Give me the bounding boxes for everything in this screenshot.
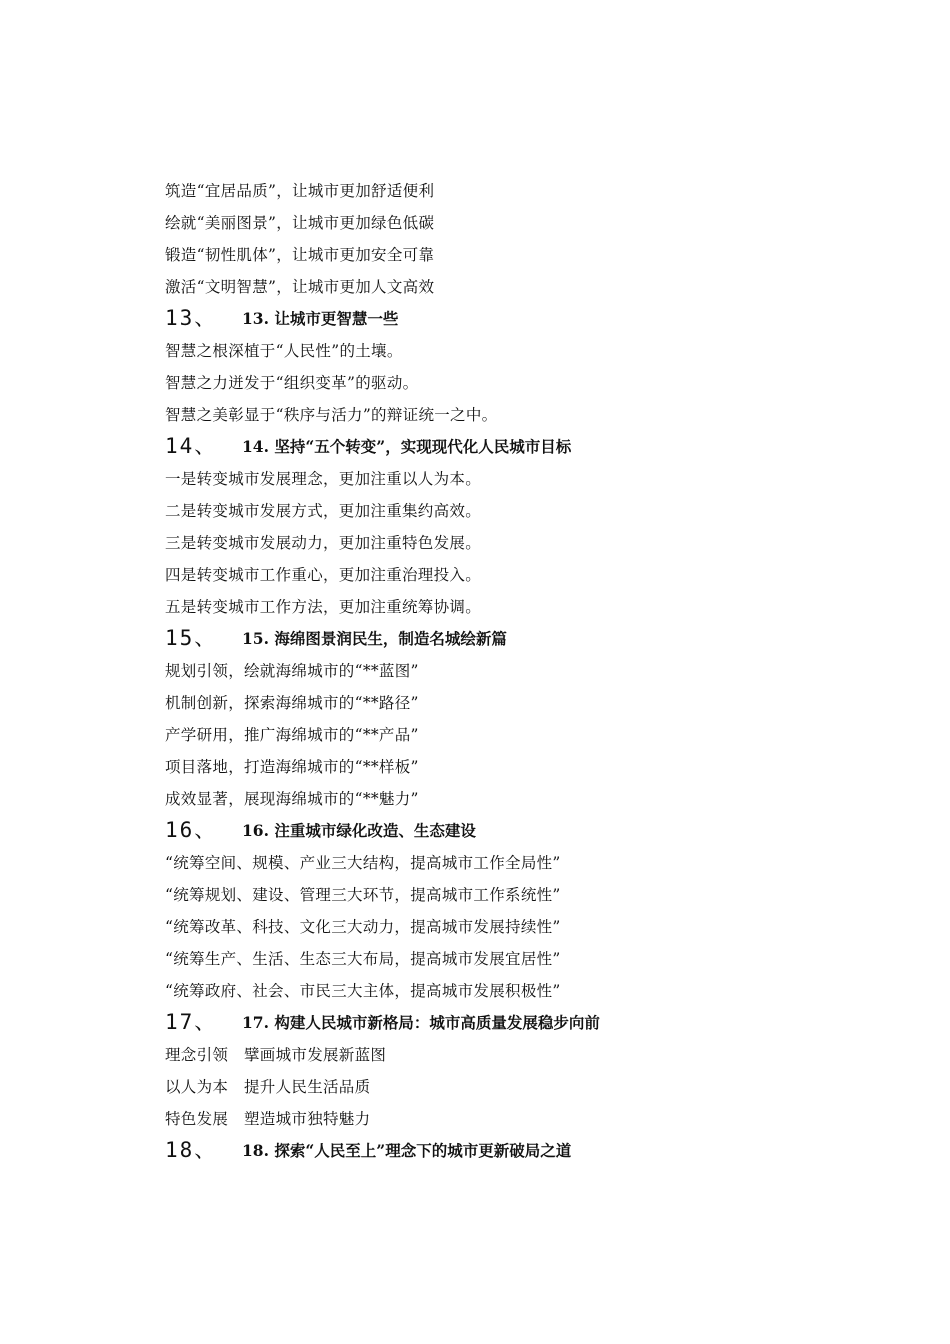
section-title: 15. 海绵图景润民生，制造名城绘新篇 xyxy=(242,629,507,648)
text-line: 产学研用，推广海绵城市的“**产品” xyxy=(165,726,419,744)
text-line: 一是转变城市发展理念，更加注重以人为本。 xyxy=(165,470,482,488)
section-number: 14、 xyxy=(165,434,218,458)
section-title: 18. 探索“人民至上”理念下的城市更新破局之道 xyxy=(242,1141,572,1160)
text-line: 智慧之力迸发于“组织变革”的驱动。 xyxy=(165,374,419,392)
section-heading-13 xyxy=(165,303,885,335)
section-number: 15、 xyxy=(165,626,218,650)
section-title: 16. 注重城市绿化改造、生态建设 xyxy=(242,821,476,840)
section-number: 17、 xyxy=(165,1010,218,1034)
text-line: 项目落地，打造海绵城市的“**样板” xyxy=(165,758,419,776)
section-heading-15 xyxy=(165,623,885,655)
text-line: 理念引领 擘画城市发展新蓝图 xyxy=(165,1046,387,1064)
text-line: “统筹空间、规模、产业三大结构，提高城市工作全局性” xyxy=(165,854,561,872)
text-line: “统筹改革、科技、文化三大动力，提高城市发展持续性” xyxy=(165,918,561,936)
section-title: 17. 构建人民城市新格局：城市高质量发展稳步向前 xyxy=(242,1013,600,1032)
text-line: 四是转变城市工作重心，更加注重治理投入。 xyxy=(165,566,482,584)
text-line: 成效显著，展现海绵城市的“**魅力” xyxy=(165,790,419,808)
text-line: 机制创新，探索海绵城市的“**路径” xyxy=(165,694,419,712)
section-heading-16 xyxy=(165,815,885,847)
document-body xyxy=(165,175,885,1167)
text-line: 三是转变城市发展动力，更加注重特色发展。 xyxy=(165,534,482,552)
text-line: “统筹政府、社会、市民三大主体，提高城市发展积极性” xyxy=(165,982,561,1000)
section-heading-14 xyxy=(165,431,885,463)
text-line: 锻造“韧性肌体”，让城市更加安全可靠 xyxy=(165,246,435,264)
text-line: “统筹生产、生活、生态三大布局，提高城市发展宜居性” xyxy=(165,950,561,968)
section-number: 16、 xyxy=(165,818,218,842)
text-line: 五是转变城市工作方法，更加注重统筹协调。 xyxy=(165,598,482,616)
text-line: “统筹规划、建设、管理三大环节，提高城市工作系统性” xyxy=(165,886,561,904)
section-title: 14. 坚持“五个转变”，实现现代化人民城市目标 xyxy=(242,437,572,456)
text-line: 筑造“宜居品质”，让城市更加舒适便利 xyxy=(165,182,435,200)
text-line: 规划引领，绘就海绵城市的“**蓝图” xyxy=(165,662,419,680)
text-line: 二是转变城市发展方式，更加注重集约高效。 xyxy=(165,502,482,520)
section-title: 13. 让城市更智慧一些 xyxy=(242,309,399,328)
section-heading-17 xyxy=(165,1007,885,1039)
text-line: 以人为本 提升人民生活品质 xyxy=(165,1078,371,1096)
section-number: 13、 xyxy=(165,306,218,330)
text-line: 智慧之美彰显于“秩序与活力”的辩证统一之中。 xyxy=(165,406,498,424)
section-number: 18、 xyxy=(165,1138,218,1162)
text-line: 激活“文明智慧”，让城市更加人文高效 xyxy=(165,278,435,296)
text-line: 绘就“美丽图景”，让城市更加绿色低碳 xyxy=(165,214,435,232)
text-line: 智慧之根深植于“人民性”的土壤。 xyxy=(165,342,403,360)
section-heading-18 xyxy=(165,1135,885,1167)
text-line: 特色发展 塑造城市独特魅力 xyxy=(165,1110,371,1128)
